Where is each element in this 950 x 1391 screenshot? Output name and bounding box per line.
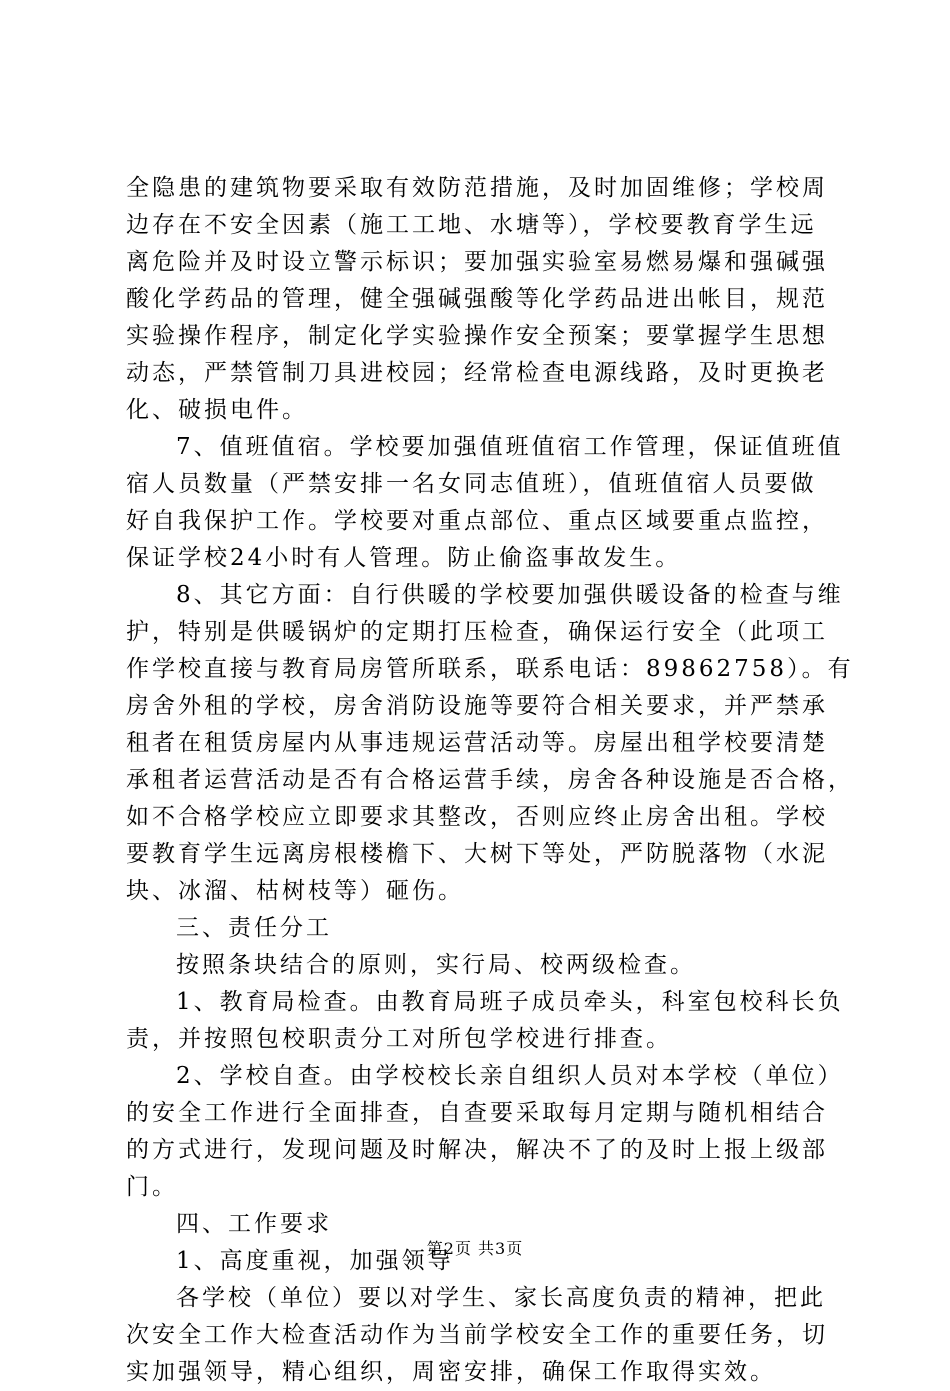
text-line: 如不合格学校应立即要求其整改，否则应终止房舍出租。学校 [126, 804, 828, 830]
document-body [126, 170, 854, 1391]
text-line: 护，特别是供暖锅炉的定期打压检查，确保运行安全（此项工 [126, 619, 828, 645]
text-line: 责，并按照包校职责分工对所包学校进行排查。 [126, 1026, 672, 1052]
text-line: 房舍外租的学校，房舍消防设施等要符合相关要求，并严禁承 [126, 693, 828, 719]
text-line: 离危险并及时设立警示标识；要加强实验室易燃易爆和强碱强 [126, 249, 828, 275]
text-line: 块、冰溜、枯树枝等）砸伤。 [126, 878, 464, 904]
text-line: 宿人员数量（严禁安排一名女同志值班），值班值宿人员要做 [126, 471, 817, 497]
subsection-heading: 1、高度重视，加强领导 [176, 1248, 454, 1274]
section-heading: 四、工作要求 [176, 1211, 332, 1237]
text-line: 边存在不安全因素（施工工地、水塘等），学校要教育学生远 [126, 212, 817, 238]
text-line: 租者在租赁房屋内从事违规运营活动等。房屋出租学校要清楚 [126, 730, 828, 756]
paragraph-first-line: 8、其它方面：自行供暖的学校要加强供暖设备的检查与维 [176, 582, 844, 608]
page-number: 第2页 共3页 [426, 1239, 524, 1258]
text-line: 好自我保护工作。学校要对重点部位、重点区域要重点监控， [126, 508, 828, 534]
text-line: 的方式进行，发现问题及时解决，解决不了的及时上报上级部 [126, 1137, 828, 1163]
paragraph-first-line: 7、值班值宿。学校要加强值班值宿工作管理，保证值班值 [176, 434, 844, 460]
text-line: 要教育学生远离房根楼檐下、大树下等处，严防脱落物（水泥 [126, 841, 828, 867]
paragraph-first-line: 1、教育局检查。由教育局班子成员牵头，科室包校科长负 [176, 989, 844, 1015]
text-line: 保证学校24小时有人管理。防止偷盗事故发生。 [126, 545, 682, 571]
text-line: 作学校直接与教育局房管所联系，联系电话：89862758）。有 [126, 656, 854, 682]
paragraph-first-line: 按照条块结合的原则，实行局、校两级检查。 [176, 952, 696, 978]
text-line: 的安全工作进行全面排查，自查要采取每月定期与随机相结合 [126, 1100, 828, 1126]
text-line: 化、破损电件。 [126, 397, 308, 423]
paragraph-first-line: 各学校（单位）要以对学生、家长高度负责的精神，把此 [176, 1285, 826, 1311]
paragraph-first-line: 2、学校自查。由学校校长亲自组织人员对本学校（单位） [176, 1063, 844, 1089]
text-line: 次安全工作大检查活动作为当前学校安全工作的重要任务，切 [126, 1322, 828, 1348]
text-line: 承租者运营活动是否有合格运营手续，房舍各种设施是否合格， [126, 767, 854, 793]
text-line: 实加强领导，精心组织，周密安排，确保工作取得实效。 [126, 1359, 776, 1385]
section-heading: 三、责任分工 [176, 915, 332, 941]
text-line: 实验操作程序，制定化学实验操作安全预案；要掌握学生思想 [126, 323, 828, 349]
text-line: 酸化学药品的管理，健全强碱强酸等化学药品进出帐目，规范 [126, 286, 828, 312]
text-line: 动态，严禁管制刀具进校园；经常检查电源线路，及时更换老 [126, 360, 828, 386]
text-line: 全隐患的建筑物要采取有效防范措施，及时加固维修；学校周 [126, 175, 828, 201]
text-line: 门。 [126, 1174, 178, 1200]
